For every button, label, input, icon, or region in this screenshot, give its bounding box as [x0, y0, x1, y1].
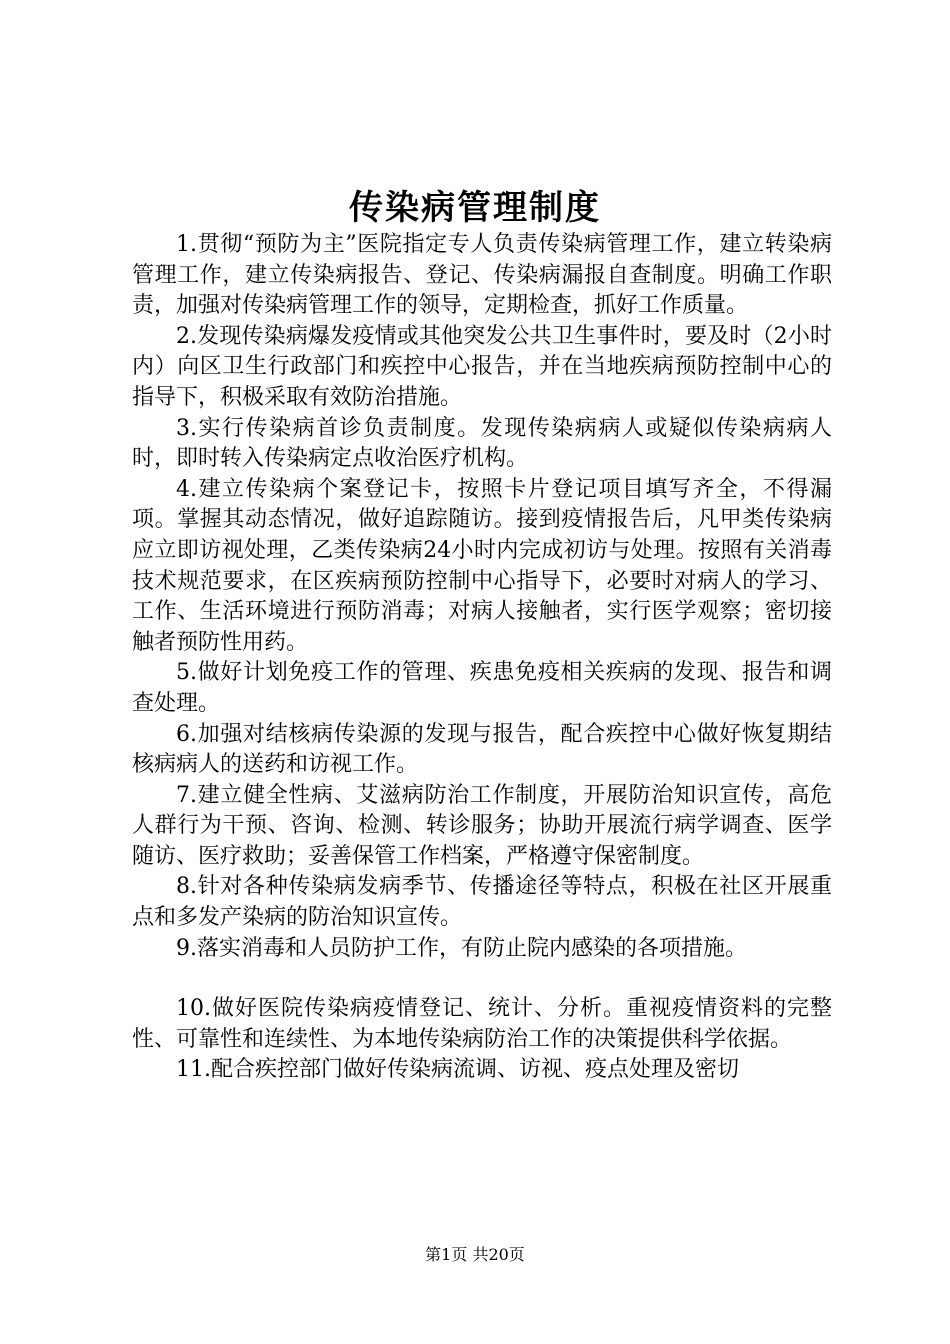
document-body [132, 230, 832, 1086]
paragraph-8: 8.针对各种传染病发病季节、传播途径等特点，积极在社区开展重点和多发产染病的防治知识宣传。 [132, 874, 832, 931]
paragraph-6: 6.加强对结核病传染源的发现与报告，配合疾控中心做好恢复期结核病病人的送药和访视工作。 [132, 721, 832, 778]
paragraph-4: 4.建立传染病个案登记卡，按照卡片登记项目填写齐全，不得漏项。掌握其动态情况，做好追踪随访。接到疫情报告后，凡甲类传染病应立即访视处理，乙类传染病24小时内完成初访与处理。按照有关消毒技术规范要求，在区疾病预防控制中心指导下，必要时对病人的学习、工作、生活环境进行预防消毒；对病人接触者，实行医学观察；密切接触者预防性用药。 [132, 476, 832, 655]
paragraph-2: 2.发现传染病爆发疫情或其他突发公共卫生事件时，要及时（2小时内）向区卫生行政部门和疾控中心报告，并在当地疾病预防控制中心的指导下，积极采取有效防治措施。 [132, 323, 832, 410]
document-title: 传染病管理制度 [349, 188, 601, 228]
paragraph-3: 3.实行传染病首诊负责制度。发现传染病病人或疑似传染病病人时，即时转入传染病定点收治医疗机构。 [132, 415, 832, 472]
paragraph-11: 11.配合疾控部门做好传染病流调、访视、疫点处理及密切 [176, 1057, 739, 1083]
paragraph-7: 7.建立健全性病、艾滋病防治工作制度，开展防治知识宣传，高危人群行为干预、咨询、检测、转诊服务；协助开展流行病学调查、医学随访、医疗救助；妥善保管工作档案，严格遵守保密制度。 [132, 782, 832, 869]
page-number-footer: 第1页 共20页 [425, 1245, 525, 1264]
paragraph-5: 5.做好计划免疫工作的管理、疾患免疫相关疾病的发现、报告和调查处理。 [132, 660, 832, 716]
paragraph-10: 10.做好医院传染病疫情登记、统计、分析。重视疫情资料的完整性、可靠性和连续性、为本地传染病防治工作的决策提供科学依据。 [132, 996, 832, 1052]
paragraph-1: 1.贯彻“预防为主”医院指定专人负责传染病管理工作，建立转染病管理工作，建立传染病报告、登记、传染病漏报自查制度。明确工作职责，加强对传染病管理工作的领导，定期检查，抓好工作质量。 [132, 232, 832, 319]
paragraph-9: 9.落实消毒和人员防护工作，有防止院内感染的各项措施。 [176, 935, 747, 961]
